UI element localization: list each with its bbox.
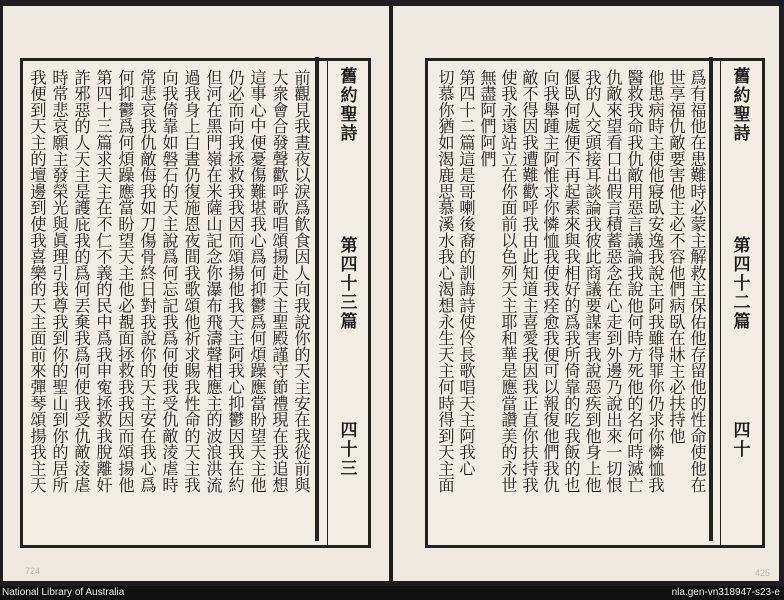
right-chapter-label: 第四十二篇 — [729, 236, 750, 331]
right-text-column: 他患病時主使他寢臥安逸我說主阿我雖得罪你仍求你憐恤我 — [645, 69, 665, 493]
right-header-title: 舊約聖詩 — [729, 67, 750, 143]
right-text-column: 醫救我命我仇敵用惡言議論我說他何時方死他的名何時滅亡 — [624, 69, 644, 493]
left-header-divider — [327, 61, 328, 545]
right-page-number: 四十 — [729, 421, 750, 459]
right-text-column: 敵不得因我遭難歡呼我由此知道主喜愛我因我正直你扶持我 — [519, 69, 539, 493]
left-text-column: 常悲哀我仇敵侮我如刀傷骨終日對我說你的天主安在我心爲 — [137, 69, 157, 493]
left-text-column: 詐邪惡的人天主是護庇我的爲何丟棄我爲何使我受仇敵淩虐 — [71, 69, 91, 493]
right-page — [393, 6, 779, 581]
right-header-divider — [720, 61, 721, 545]
left-text-column-chapter-start: 第四十三篇求天主在不仁不義的民中爲我申寃拯救我脫離奸 — [93, 69, 113, 493]
left-text-column: 大衆會合發聲歡呼歌唱頌揚赴天主聖殿謹守節禮現在我追想 — [269, 69, 289, 493]
left-header-title: 舊約聖詩 — [336, 67, 357, 143]
right-text-column: 無盡阿們阿們 — [477, 69, 497, 167]
library-credit: National Library of Australia — [2, 587, 125, 598]
right-text-column: 切慕你猶如渴鹿思慕溪水我心渴想永生天主何時得到天主面 — [435, 69, 455, 493]
right-page-text-frame — [425, 58, 765, 548]
left-text-column: 向我倚靠如磐石的天主說爲何忘記我爲何使我受仇敵淩虐時 — [159, 69, 179, 493]
scan-footer — [0, 586, 784, 600]
left-text-column: 何抑鬱爲何煩躁應當盼望天主他必覩面拯救我我因而頌揚他 — [115, 69, 135, 493]
left-text-column: 仍必而向我拯救我我因而頌揚他我天主阿我心抑鬱因我在約 — [225, 69, 245, 493]
right-column-rule — [709, 57, 713, 541]
left-text-column: 這事心中便憂傷難堪我心爲何抑鬱爲何煩躁應當盼望天主他 — [247, 69, 267, 493]
left-text-column: 但河在黑門嶺在米薩山記念你瀑布飛濤聲相應主的波浪洪流 — [203, 69, 223, 493]
right-text-column: 世享福仇敵要害他主必不容他們病臥在牀主必扶持他 — [666, 69, 686, 444]
right-pencil-mark: 425 — [755, 568, 771, 578]
right-text-column: 向我舉踵主阿惟求你憐恤我使我痊愈我便可以報復他們我仇 — [540, 69, 560, 493]
left-page-number: 四十三 — [336, 421, 357, 478]
left-text-column: 過我身上白晝仍復施恩夜間我歌頌他祈求賜我性命的天主我 — [181, 69, 201, 493]
right-text-column-chapter-start: 第四十二篇這是哥喇後裔的訓誨詩使伶長歌唱天主阿我心 — [456, 69, 476, 477]
right-text-column: 我的人交頭接耳談論我彼此商議要謀害我說惡疾到他身上他 — [582, 69, 602, 493]
left-text-column: 時常悲哀願主發榮光與眞理引我尊我到你的聖山到你的居所 — [49, 69, 69, 493]
right-text-column: 偃臥何處便不再起素來與我相好的爲我所倚靠的吃我飯的也 — [561, 69, 581, 493]
left-chapter-label: 第四十三篇 — [336, 236, 357, 331]
right-text-column: 使我永遠站立在你面前以色列天主耶和華是應當讚美的永世 — [498, 69, 518, 493]
left-pencil-mark: 724 — [25, 566, 41, 576]
left-page — [3, 6, 389, 581]
left-page-text-frame — [20, 58, 371, 548]
right-text-column: 爲有福他在患難時必蒙主解救主保佑他存留他的性命使他在 — [687, 69, 707, 493]
right-text-column: 仇敵來望看口出假言積蓄惡念在心走到外邊乃說出來一切恨 — [603, 69, 623, 493]
left-column-rule — [315, 57, 319, 541]
scan-reference-id: nla.gen-vn318947-s23-e — [671, 587, 780, 598]
left-text-column: 前觀見我晝夜以淚爲飮食因人向我說你的天主安在我從前與 — [291, 69, 311, 493]
left-text-column: 我便到天主的壇邊到使我喜樂的天主面前來彈琴頌揚我主天 — [27, 69, 47, 493]
